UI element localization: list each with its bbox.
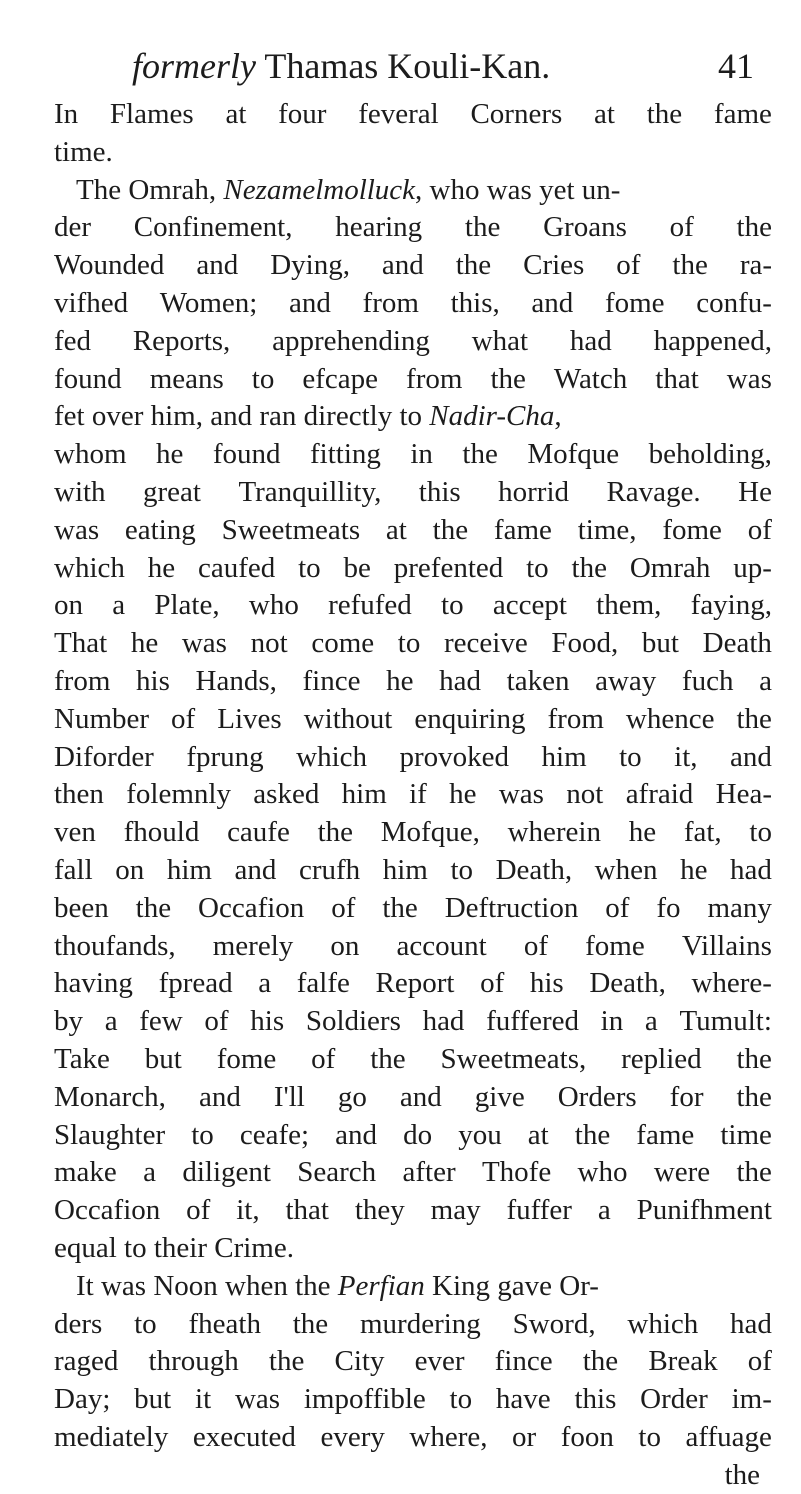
text-line: ven fhould caufe the Mofque, wherein he fat, to (54, 816, 772, 849)
text-line: time. (54, 135, 113, 168)
text-line: Day; but it was impoffible to have this Order im- (54, 1383, 772, 1416)
text-line: by a few of his Soldiers had fuffered in a Tumult: (54, 1005, 772, 1038)
text-line: been the Occafion of the Deftruction of fo many (54, 891, 772, 924)
text-line: ders to fheath the murdering Sword, which had (54, 1307, 772, 1340)
text-line: found means to efcape from the Watch that was (54, 362, 772, 395)
text-line: on a Plate, who refufed to accept them, faying, (54, 589, 772, 622)
text-line: thoufands, merely on account of fome Villains (54, 929, 772, 962)
body-text (54, 96, 772, 1494)
text-line: make a diligent Search after Thofe who were the (54, 1156, 772, 1189)
text-line: In Flames at four feveral Corners at the fame (54, 98, 772, 130)
text-line: der Confinement, hearing the Groans of the (54, 211, 772, 244)
text-line: fall on him and crufh him to Death, when he had (54, 853, 772, 886)
text-line: was eating Sweetmeats at the fame time, fome of (54, 513, 772, 546)
catchword: the (724, 1458, 760, 1491)
text-line: whom he found fitting in the Mofque beholding, (54, 438, 772, 471)
name-nadir-cha: Nadir-Cha (429, 400, 555, 433)
text-line: with great Tranquillity, this horrid Ravage. He (54, 475, 772, 508)
text-line: which he caufed to be prefented to the Omrah up- (54, 551, 772, 584)
text-line: Wounded and Dying, and the Cries of the ra- (54, 249, 772, 282)
text-line: fed Reports, apprehending what had happened, (54, 324, 772, 357)
text-line: then folemnly asked him if he was not afraid Hea- (54, 778, 772, 811)
text-line: It was Noon when the Perfian King gave Or- (54, 1268, 772, 1306)
text-line: That he was not come to receive Food, but Death (54, 627, 772, 660)
text-line: Diforder fprung which provoked him to it, and (54, 740, 772, 773)
text-line: from his Hands, fince he had taken away fuch a (54, 664, 772, 697)
text-line: mediately executed every where, or foon to affuage (54, 1420, 772, 1453)
text-line: fet over him, and ran directly to Nadir-Cha, (54, 398, 772, 436)
running-head-title (132, 42, 550, 90)
running-head-text: Thamas Kouli-Kan. (264, 46, 551, 86)
text-line: Monarch, and I'll go and give Orders for the (54, 1080, 772, 1113)
running-head-italic: formerly (132, 46, 256, 86)
name-nezamelmolluck: Nezamelmolluck (223, 173, 416, 206)
text-line: The Omrah, Nezamelmolluck, who was yet un- (54, 172, 772, 210)
text-line: equal to their Crime. (54, 1231, 294, 1264)
word-perfian: Perfian (337, 1269, 425, 1302)
text-line: Number of Lives without enquiring from whence the (54, 702, 772, 735)
text-line: raged through the City ever fince the Break of (54, 1345, 772, 1378)
page-number: 41 (718, 46, 754, 86)
text-line: Take but fome of the Sweetmeats, replied the (54, 1042, 772, 1075)
running-head (40, 42, 764, 92)
text-line: Occafion of it, that they may fuffer a Punifhment (54, 1194, 772, 1227)
text-line: Slaughter to ceafe; and do you at the fame time (54, 1118, 772, 1151)
text-line: vifhed Women; and from this, and fome confu- (54, 286, 772, 319)
text-line: having fpread a falfe Report of his Death, where- (54, 967, 772, 1000)
